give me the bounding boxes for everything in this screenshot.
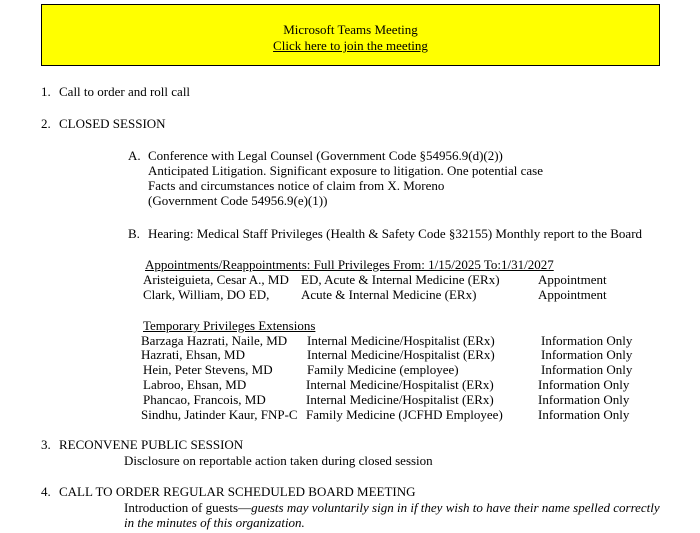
temporary-status: Information Only [541,362,633,377]
temporary-heading: Temporary Privileges Extensions [143,318,316,333]
temporary-dept: Internal Medicine/Hospitalist (ERx) [306,392,494,407]
banner-title: Microsoft Teams Meeting [283,22,418,37]
section-b-heading [148,226,642,241]
item-2-number: 2. [41,116,51,131]
appointment-name: Clark, William, DO ED, [143,287,270,302]
temporary-dept: Family Medicine (JCFHD Employee) [306,407,503,422]
section-a-line-2: Facts and circumstances notice of claim from X. Moreno [148,178,445,193]
item-4-detail-italic: guests may voluntarily sign in if they wish to have their name spelled correctly [251,500,660,515]
section-a-letter: A. [128,148,141,163]
item-3-detail: Disclosure on reportable action taken during closed session [124,453,433,468]
appointment-name: Aristeiguieta, Cesar A., MD [143,272,289,287]
temporary-name: Hazrati, Ehsan, MD [141,347,245,362]
section-b-title: Hearing: Medical Staff Privileges [148,226,323,241]
appointment-dept: ED, Acute & Internal Medicine (ERx) [301,272,500,287]
temporary-status: Information Only [541,347,633,362]
section-a-line-3: (Government Code 54956.9(e)(1)) [148,193,328,208]
temporary-dept: Internal Medicine/Hospitalist (ERx) [307,333,495,348]
appointment-status: Appointment [538,272,607,287]
temporary-status: Information Only [538,377,630,392]
temporary-dept: Internal Medicine/Hospitalist (ERx) [307,347,495,362]
item-4-number: 4. [41,484,51,499]
section-b-letter: B. [128,226,140,241]
item-4-label: CALL TO ORDER REGULAR SCHEDULED BOARD MEETING [59,484,416,499]
temporary-name: Phancao, Francois, MD [143,392,266,407]
item-3-number: 3. [41,437,51,452]
temporary-name: Barzaga Hazrati, Naile, MD [141,333,288,348]
appointment-status: Appointment [538,287,607,302]
item-1-label: Call to order and roll call [59,84,191,99]
item-4-detail-line-1 [124,500,660,515]
temporary-name: Hein, Peter Stevens, MD [143,362,273,377]
section-a-title: Conference with Legal Counsel [148,148,313,163]
temporary-status: Information Only [538,392,630,407]
teams-meeting-banner [41,4,660,66]
section-b-code: (Health & Safety Code §32155) Monthly report to the Board [322,226,643,241]
section-a-heading [148,148,503,163]
item-3-label: RECONVENE PUBLIC SESSION [59,437,244,452]
item-4-detail-line-2: in the minutes of this organization. [124,515,305,530]
item-2-label: CLOSED SESSION [59,116,166,131]
temporary-dept: Family Medicine (employee) [307,362,459,377]
join-meeting-link[interactable]: Click here to join the meeting [273,38,428,53]
temporary-name: Labroo, Ehsan, MD [143,377,247,392]
item-4-detail-lead: Introduction of guests— [124,500,252,515]
temporary-name: Sindhu, Jatinder Kaur, FNP-C [141,407,298,422]
section-a-line-1: Anticipated Litigation. Significant exposure to litigation. One potential case [148,163,543,178]
appointment-dept: Acute & Internal Medicine (ERx) [301,287,477,302]
temporary-status: Information Only [538,407,630,422]
temporary-dept: Internal Medicine/Hospitalist (ERx) [306,377,494,392]
temporary-status: Information Only [541,333,633,348]
appointments-heading: Appointments/Reappointments: Full Privileges From: 1/15/2025 To:1/31/2027 [145,257,554,272]
section-a-code: (Government Code §54956.9(d)(2)) [312,148,503,163]
item-1-number: 1. [41,84,51,99]
